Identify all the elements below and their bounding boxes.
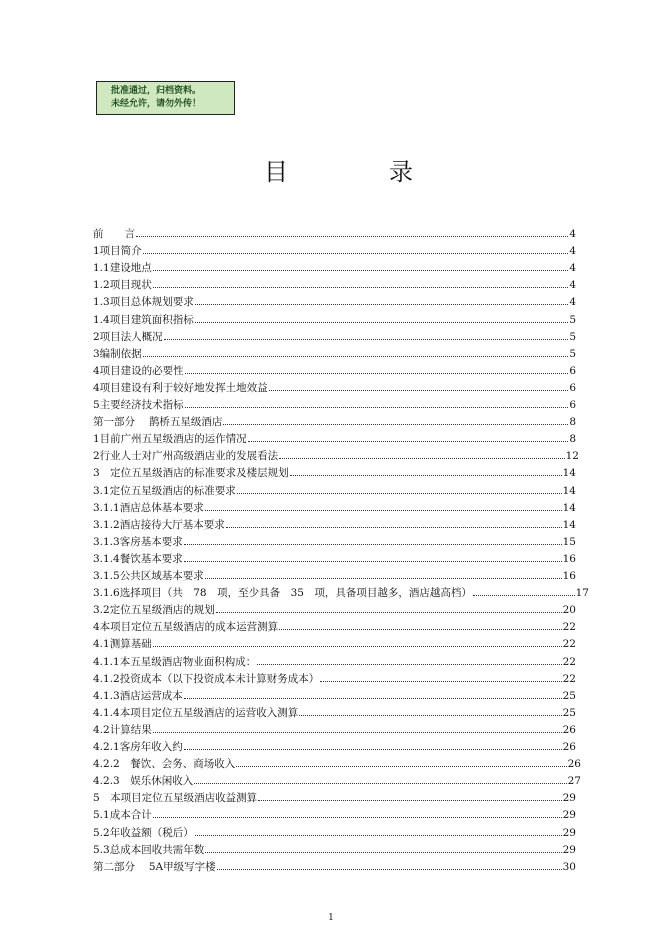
toc-entry-title: 4.1.2投资成本（以下投资成本未计算财务成本）	[93, 672, 320, 685]
toc-entry[interactable]	[93, 771, 581, 787]
toc-entry-title: 5 本项目定位五星级酒店收益测算	[93, 792, 258, 805]
toc-entry[interactable]	[93, 566, 576, 582]
toc-entry-page: 8	[569, 416, 576, 429]
toc-entry[interactable]	[93, 275, 576, 291]
toc-entry-page: 12	[565, 450, 579, 463]
toc-entry[interactable]	[93, 754, 581, 770]
toc-dot-leader	[185, 373, 569, 374]
toc-dot-leader	[279, 458, 564, 459]
toc-entry-title: 3.1.4餐饮基本要求	[93, 552, 183, 565]
toc-entry-page: 16	[562, 552, 576, 565]
toc-dot-leader	[205, 578, 562, 579]
toc-entry-title: 3.1.6选择项目（共 78 项，至少具备 35 项，具备项目越多，酒店越高档）	[93, 587, 472, 600]
toc-entry-title: 3编制依据	[93, 347, 142, 360]
toc-dot-leader	[216, 612, 562, 613]
toc-entry-title: 5.2年收益额（税后）	[93, 826, 194, 839]
toc-dot-leader	[136, 236, 568, 237]
toc-dot-leader	[184, 561, 562, 562]
toc-entry[interactable]	[93, 805, 576, 821]
toc-entry-page: 8	[569, 433, 576, 446]
toc-entry-page: 4	[569, 245, 576, 258]
toc-entry-page: 6	[569, 399, 576, 411]
toc-entry-title: 1.4项目建筑面积指标	[93, 313, 194, 326]
toc-entry[interactable]	[93, 634, 576, 650]
toc-entry[interactable]	[93, 617, 576, 633]
toc-entry-title: 4.1.1本五星级酒店物业面积构成：	[93, 655, 257, 668]
toc-entry[interactable]	[93, 446, 579, 462]
toc-dot-leader	[153, 287, 569, 288]
toc-entry-page: 26	[562, 741, 576, 753]
toc-dot-leader	[184, 749, 562, 750]
toc-entry-page: 5	[569, 313, 576, 326]
toc-entry[interactable]	[93, 429, 576, 445]
toc-dot-leader	[236, 766, 566, 767]
toc-entry[interactable]	[93, 395, 576, 411]
toc-dot-leader	[473, 595, 575, 596]
toc-entry[interactable]	[93, 532, 576, 548]
toc-entry-title: 4.1测算基础	[93, 638, 152, 651]
toc-dot-leader	[223, 424, 568, 425]
toc-entry-page: 5	[569, 347, 576, 360]
toc-dot-leader	[320, 681, 561, 682]
toc-entry-title: 3.1.3客房基本要求	[93, 535, 183, 548]
toc-entry[interactable]	[93, 652, 576, 668]
toc-dot-leader	[195, 304, 569, 305]
toc-entry-page: 14	[562, 484, 576, 497]
toc-entry-page: 14	[562, 467, 576, 480]
toc-entry[interactable]	[93, 686, 576, 702]
toc-dot-leader	[217, 869, 562, 870]
toc-entry-title: 4.2.1客房年收入约	[93, 741, 183, 753]
notice-line-2: 未经允许，请勿外传！	[111, 99, 202, 109]
title-char-2: 录	[389, 158, 413, 186]
toc-entry[interactable]	[93, 378, 576, 394]
toc-dot-leader	[205, 510, 562, 511]
toc-entry[interactable]	[93, 720, 576, 736]
toc-entry-page: 16	[562, 570, 576, 582]
toc-dot-leader	[237, 493, 562, 494]
toc-dot-leader	[143, 253, 569, 254]
toc-dot-leader	[153, 646, 562, 647]
toc-entry-page: 29	[562, 826, 576, 839]
toc-dot-leader	[205, 852, 561, 853]
toc-entry[interactable]	[93, 823, 576, 839]
toc-entry-page: 6	[569, 364, 576, 377]
toc-entry-title: 4.1.4本项目定位五星级酒店的运营收入测算	[93, 706, 299, 719]
toc-entry[interactable]	[93, 788, 576, 804]
toc-entry[interactable]	[93, 737, 576, 753]
toc-entry-title: 3 定位五星级酒店的标准要求及楼层规划	[93, 467, 289, 480]
toc-entry-page: 4	[569, 262, 576, 275]
toc-entry-title: 前 言	[93, 228, 135, 240]
toc-entry[interactable]	[93, 583, 589, 599]
toc-entry-title: 3.1定位五星级酒店的标准要求	[93, 484, 236, 497]
toc-dot-leader	[195, 322, 569, 323]
toc-entry-page: 22	[562, 672, 576, 685]
toc-entry-page: 27	[567, 775, 581, 788]
toc-entry[interactable]	[93, 310, 576, 326]
toc-entry-title: 3.2定位五星级酒店的规划	[93, 604, 215, 617]
toc-entry-page: 22	[562, 655, 576, 668]
toc-entry-page: 4	[569, 228, 576, 240]
toc-entry-title: 第一部分 鹊桥五星级酒店	[93, 416, 223, 429]
toc-entry-page: 25	[562, 689, 576, 702]
toc-dot-leader	[184, 698, 562, 699]
toc-dot-leader	[195, 835, 562, 836]
toc-entry-title: 4.2计算结果	[93, 723, 152, 736]
toc-entry-title: 3.1.5公共区域基本要求	[93, 570, 204, 582]
toc-entry-title: 1项目简介	[93, 245, 142, 258]
toc-entry[interactable]	[93, 327, 576, 343]
toc-entry[interactable]	[93, 463, 576, 479]
toc-dot-leader	[299, 715, 561, 716]
toc-entry-page: 4	[569, 296, 576, 309]
toc-entry-page: 20	[562, 604, 576, 617]
toc-entry-title: 2行业人士对广州高级酒店业的发展看法	[93, 450, 279, 463]
toc-dot-leader	[153, 817, 562, 818]
toc-entry[interactable]	[93, 241, 576, 257]
toc-entry[interactable]	[93, 344, 576, 360]
toc-entry-page: 29	[562, 809, 576, 822]
toc-entry[interactable]	[93, 292, 576, 308]
toc-entry[interactable]	[93, 412, 576, 428]
toc-entry[interactable]	[93, 224, 576, 240]
toc-entry[interactable]	[93, 498, 576, 514]
toc-entry[interactable]	[93, 549, 576, 565]
toc-entry-page: 5	[569, 330, 576, 343]
toc-entry-page: 17	[575, 587, 589, 600]
toc-dot-leader	[269, 390, 569, 391]
toc-dot-leader	[257, 664, 561, 665]
toc-entry-page: 15	[562, 535, 576, 548]
toc-entry-page: 14	[562, 518, 576, 531]
toc-entry[interactable]	[93, 857, 576, 873]
toc-entry-title: 第二部分 5A甲级写字楼	[93, 860, 216, 873]
toc-entry-title: 2项目法人概况	[93, 330, 163, 343]
toc-entry[interactable]	[93, 481, 576, 497]
page-title	[264, 152, 413, 187]
toc-entry-title: 1.1建设地点	[93, 262, 152, 275]
toc-entry-title: 5.1成本合计	[93, 809, 152, 822]
title-char-1: 目	[264, 158, 288, 186]
toc-dot-leader	[258, 800, 561, 801]
toc-dot-leader	[248, 441, 569, 442]
toc-entry[interactable]	[93, 361, 576, 377]
toc-entry-page: 6	[569, 381, 576, 394]
toc-dot-leader	[226, 527, 562, 528]
toc-entry-title: 1.2项目现状	[93, 279, 152, 292]
toc-entry-title: 4.1.3酒店运营成本	[93, 689, 183, 702]
toc-entry[interactable]	[93, 703, 576, 719]
toc-entry[interactable]	[93, 600, 576, 616]
toc-entry-title: 5.3总成本回收共需年数	[93, 843, 205, 856]
toc-entry-page: 4	[569, 279, 576, 292]
toc-dot-leader	[143, 356, 569, 357]
toc-entry-title: 3.1.2酒店接待大厅基本要求	[93, 518, 225, 531]
toc-entry-title: 4本项目定位五星级酒店的成本运营测算	[93, 621, 279, 634]
toc-dot-leader	[164, 339, 569, 340]
notice-line-1: 批准通过，归档资料。	[111, 86, 202, 96]
toc-entry-title: 4项目建设的必要性	[93, 364, 184, 377]
toc-entry-page: 26	[567, 758, 581, 771]
toc-entry-title: 5主要经济技术指标	[93, 399, 184, 411]
toc-dot-leader	[184, 544, 562, 545]
toc-entry-page: 25	[562, 706, 576, 719]
toc-entry-page: 30	[562, 860, 576, 873]
approval-notice-box	[96, 81, 235, 115]
page-number: 1	[328, 913, 334, 923]
toc-entry[interactable]	[93, 515, 576, 531]
toc-dot-leader	[185, 407, 569, 408]
toc-entry-page: 26	[562, 723, 576, 736]
toc-entry-page: 29	[562, 843, 576, 856]
toc-entry-title: 1.3项目总体规划要求	[93, 296, 194, 309]
toc-entry-title: 4项目建设有利于较好地发挥土地效益	[93, 381, 268, 394]
toc-entry[interactable]	[93, 669, 576, 685]
toc-entry[interactable]	[93, 258, 576, 274]
toc-entry-title: 1目前广州五星级酒店的运作情况	[93, 433, 247, 446]
toc-entry-page: 29	[562, 792, 576, 805]
toc-entry-page: 22	[562, 638, 576, 651]
toc-dot-leader	[153, 732, 562, 733]
toc-dot-leader	[290, 475, 562, 476]
toc-entry-title: 4.2.2 餐饮、会务、商场收入	[93, 758, 236, 771]
toc-entry-page: 22	[562, 621, 576, 634]
toc-entry-title: 4.2.3 娱乐休闲收入	[93, 775, 194, 788]
toc-entry[interactable]	[93, 840, 576, 856]
toc-dot-leader	[194, 783, 566, 784]
toc-entry-page: 14	[562, 501, 576, 514]
toc-dot-leader	[153, 270, 569, 271]
toc-dot-leader	[279, 629, 561, 630]
toc-entry-title: 3.1.1酒店总体基本要求	[93, 501, 204, 514]
